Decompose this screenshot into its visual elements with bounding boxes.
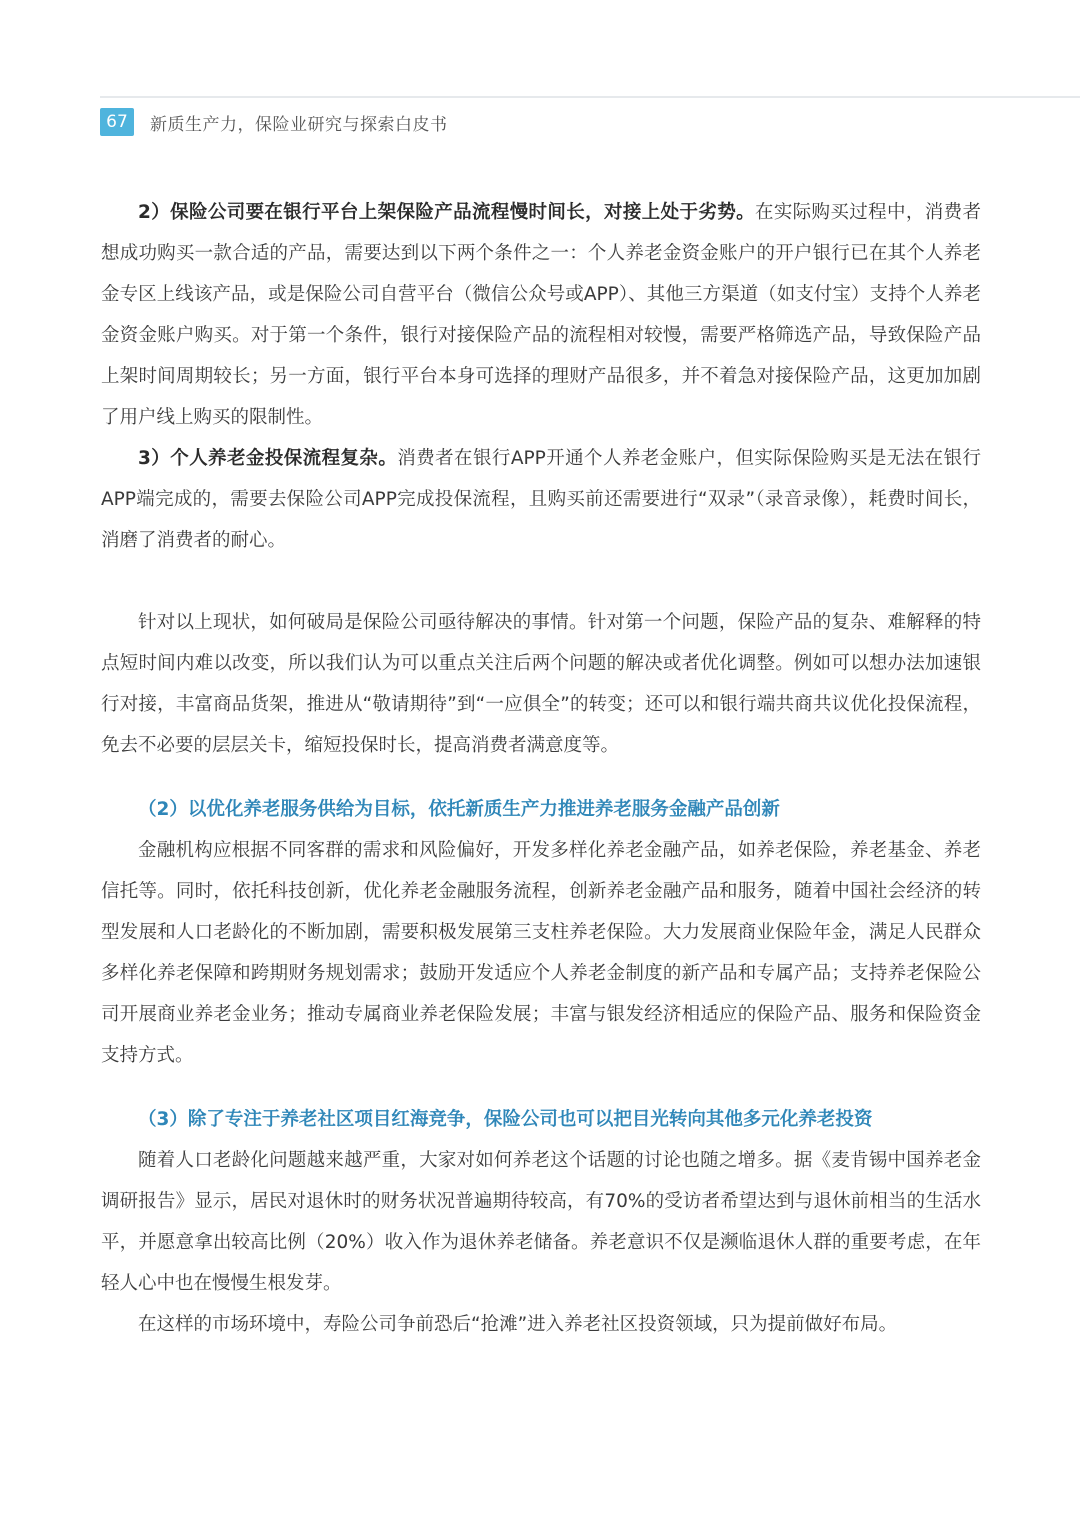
header-divider [100, 96, 1080, 98]
paragraph-lead: 3）个人养老金投保流程复杂。 [138, 448, 398, 469]
spacer [101, 766, 981, 789]
paragraph-text: 在实际购买过程中，消费者想成功购买一款合适的产品，需要达到以下两个条件之一：个人养老金资金账户的开户银行已在其个人养老金专区上线该产品，或是保险公司自营平台（微信公众号或APP）、其他三方渠道（如支付宝）支持个人养老金资金账户购买。对于第一个条件，银行对接保险产品的流程相对较慢，需要严格筛选产品，导致保险产品上架时间周期较长；另一方面，银行平台本身可选择的理财产品很多，并不着急对接保险产品，这更加加剧了用户线上购买的限制性。 [101, 202, 981, 428]
spacer [101, 1076, 981, 1099]
paragraph-text: 消费者在银行APP开通个人养老金账户，但实际保险购买是无法在银行APP端完成的，需要去保险公司APP完成投保流程，且购买前还需要进行“双录”（录音录像），耗费时间长，消磨了消费者的耐心。 [101, 448, 981, 551]
section-3-text-1: 随着人口老龄化问题越来越严重，大家对如何养老这个话题的讨论也随之增多。据《麦肯锡中国养老金调研报告》显示，居民对退休时的财务状况普遍期待较高，有70%的受访者希望达到与退休前相当的生活水平，并愿意拿出较高比例（20%）收入作为退休养老储备。养老意识不仅是濒临退休人群的重要考虑，在年轻人心中也在慢慢生根发芽。 [101, 1150, 981, 1294]
section-heading-2: （2）以优化养老服务供给为目标，依托新质生产力推进养老服务金融产品创新 [138, 799, 780, 820]
section-3-text-2: 在这样的市场环境中，寿险公司争前恐后“抢滩”进入养老社区投资领域，只为提前做好布局。 [138, 1314, 898, 1335]
section-2-text: 金融机构应根据不同客群的需求和风险偏好，开发多样化养老金融产品，如养老保险，养老基金、养老信托等。同时，依托科技创新，优化养老金融服务流程，创新养老金融产品和服务，随着中国社会经济的转型发展和人口老龄化的不断加剧，需要积极发展第三支柱养老保险。大力发展商业保险年金，满足人民群众多样化养老保障和跨期财务规划需求；鼓励开发适应个人养老金制度的新产品和专属产品；支持养老保险公司开展商业养老金业务；推动专属商业养老保险发展；丰富与银发经济相适应的保险产品、服务和保险资金支持方式。 [101, 840, 981, 1066]
page-number-badge: 67 [100, 108, 134, 136]
paragraph-bank-listing [101, 192, 981, 438]
document-title: 新质生产力，保险业研究与探索白皮书 [150, 114, 448, 135]
main-content [101, 192, 981, 1345]
paragraph-lead: 2）保险公司要在银行平台上架保险产品流程慢时间长，对接上处于劣势。 [138, 202, 755, 223]
paragraph-solutions: 针对以上现状，如何破局是保险公司亟待解决的事情。针对第一个问题，保险产品的复杂、难解释的特点短时间内难以改变，所以我们认为可以重点关注后两个问题的解决或者优化调整。例如可以想办法加速银行对接，丰富商品货架，推进从“敬请期待”到“一应俱全”的转变；还可以和银行端共商共议优化投保流程，免去不必要的层层关卡，缩短投保时长，提高消费者满意度等。 [101, 612, 981, 756]
spacer [101, 561, 981, 602]
paragraph-enrollment-process [101, 438, 981, 561]
page-header [100, 107, 448, 137]
section-heading-3: （3）除了专注于养老社区项目红海竞争，保险公司也可以把目光转向其他多元化养老投资 [138, 1109, 873, 1130]
